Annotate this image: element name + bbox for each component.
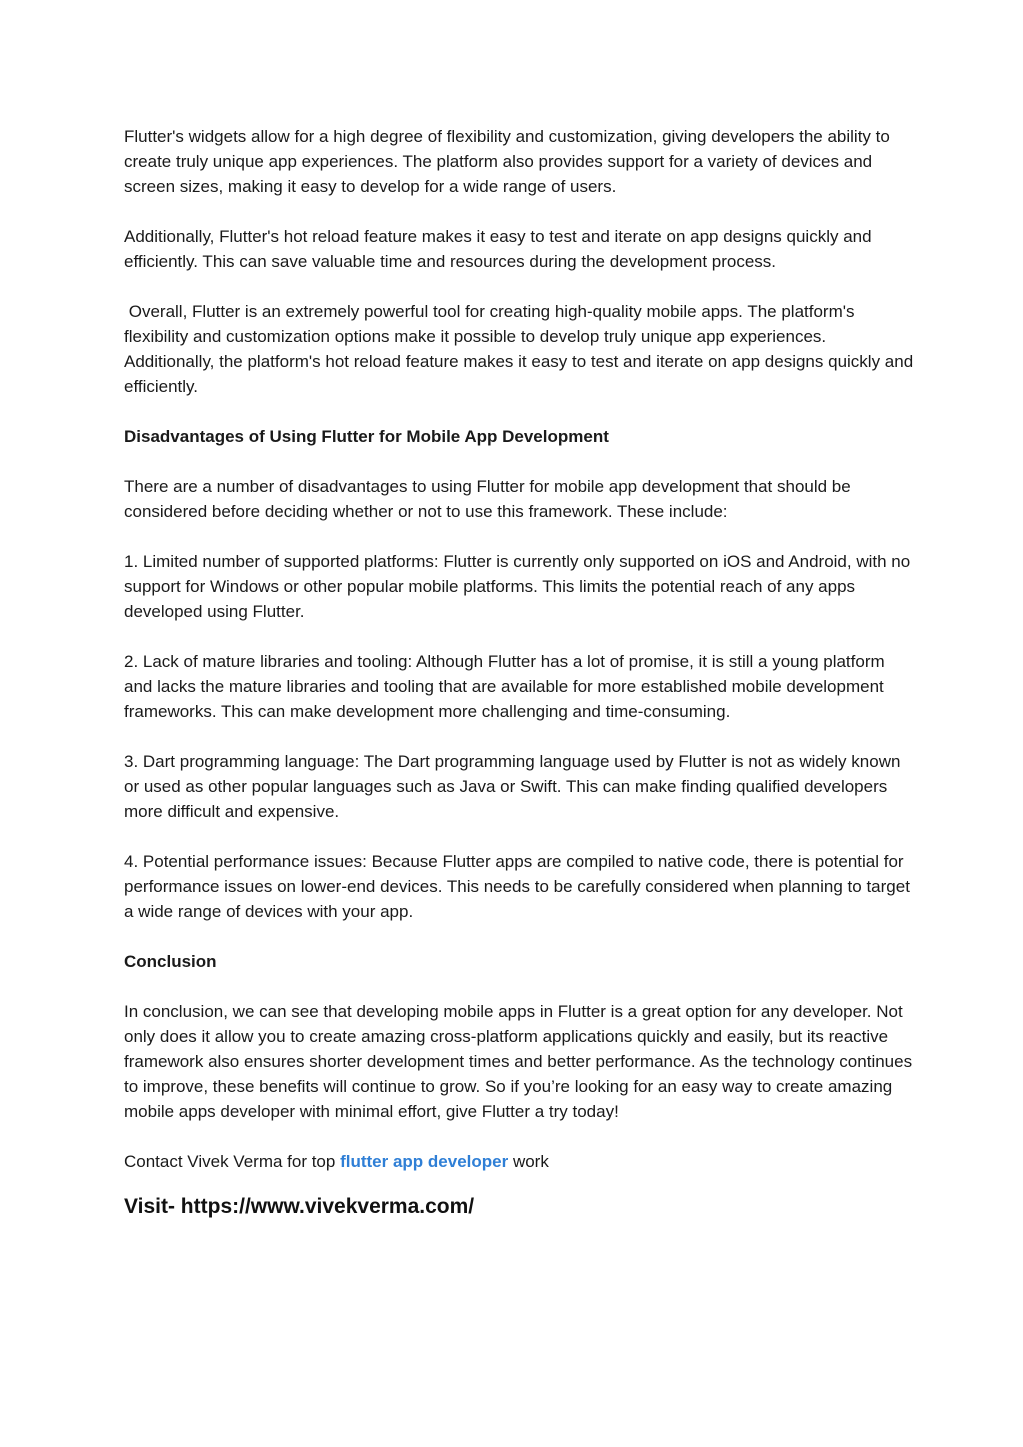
disadvantages-heading: Disadvantages of Using Flutter for Mobile App Development bbox=[124, 427, 609, 446]
disadvantage-item-performance: 4. Potential performance issues: Because Flutter apps are compiled to native code, there is potential for performance issues on lower-end devices. This needs to be carefully considered when planning to target a wide range of devices with your app. bbox=[124, 852, 910, 921]
flutter-app-developer-link[interactable]: flutter app developer bbox=[340, 1152, 509, 1171]
disadvantage-item-libraries: 2. Lack of mature libraries and tooling: Although Flutter has a lot of promise, it is still a young platform and lacks the mature libraries and tooling that are available for more established mobile development frameworks. This can make development more challenging and time-consuming. bbox=[124, 652, 885, 721]
conclusion-paragraph: In conclusion, we can see that developing mobile apps in Flutter is a great option for any developer. Not only does it allow you to create amazing cross-platform applications quickly and easily, but its reactive framework also ensures shorter development times and better performance. As the technology continues to improve, these benefits will continue to grow. So if you’re looking for an easy way to create amazing mobile apps developer with minimal effort, give Flutter a try today! bbox=[124, 1002, 913, 1121]
disadvantage-item-platforms: 1. Limited number of supported platforms: Flutter is currently only supported on iOS and Android, with no support for Windows or other popular mobile platforms. This limits the potential reach of any apps developed using Flutter. bbox=[124, 552, 911, 621]
contact-line bbox=[124, 1149, 914, 1174]
paragraph-hot-reload: Additionally, Flutter's hot reload feature makes it easy to test and iterate on app designs quickly and efficiently. This can save valuable time and resources during the development process. bbox=[124, 227, 872, 271]
disadvantage-item-dart: 3. Dart programming language: The Dart programming language used by Flutter is not as widely known or used as other popular languages such as Java or Swift. This can make finding qualified developers more difficult and expensive. bbox=[124, 752, 901, 821]
contact-suffix: work bbox=[508, 1152, 549, 1171]
paragraph-overall: Overall, Flutter is an extremely powerful tool for creating high-quality mobile apps. The platform's flexibility and customization options make it possible to develop truly unique app experiences. Additionally, the platform's hot reload feature makes it easy to test and iterate on app designs quickly and efficiently. bbox=[124, 302, 918, 396]
paragraph-widgets: Flutter's widgets allow for a high degree of flexibility and customization, giving developers the ability to create truly unique app experiences. The platform also provides support for a variety of devices and screen sizes, making it easy to develop for a wide range of users. bbox=[124, 127, 890, 196]
disadvantages-intro: There are a number of disadvantages to using Flutter for mobile app development that should be considered before deciding whether or not to use this framework. These include: bbox=[124, 477, 851, 521]
conclusion-heading: Conclusion bbox=[124, 952, 217, 971]
document-page bbox=[124, 124, 918, 1222]
visit-website-line: Visit- https://www.vivekverma.com/ bbox=[124, 1195, 475, 1218]
contact-prefix: Contact Vivek Verma for top bbox=[124, 1152, 341, 1171]
